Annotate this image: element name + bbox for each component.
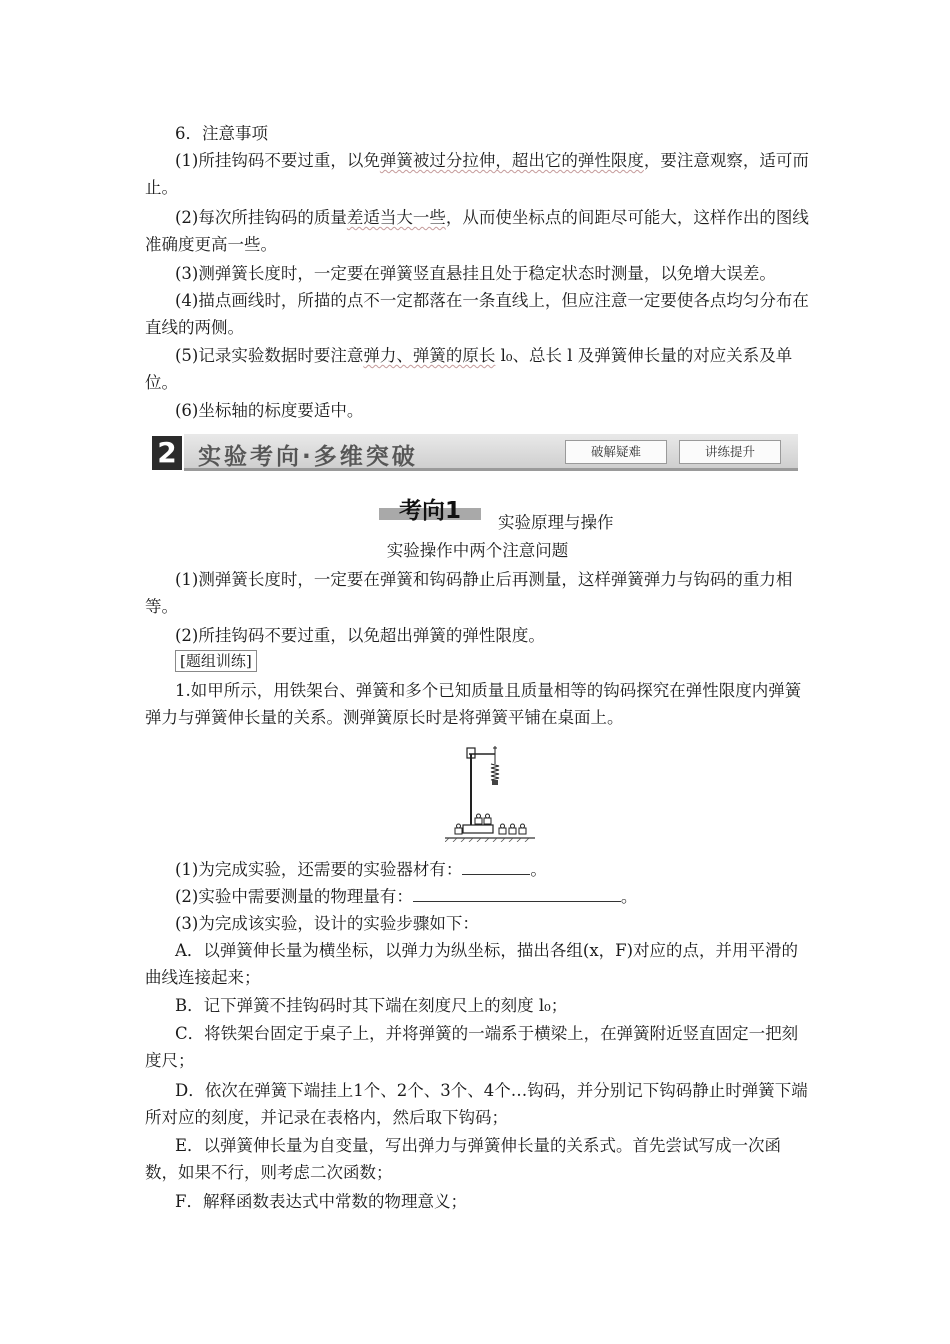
banner-title: 实验考向·多维突破 bbox=[198, 444, 418, 470]
direction-tag bbox=[379, 494, 481, 524]
note-item-5-tail: l₀、总长 l 及弹簧伸长量的对应关系及单位。 bbox=[145, 346, 793, 392]
note-item-1-tail: ，要注意观察，适可而止。 bbox=[145, 151, 809, 197]
banner-number: 2 bbox=[152, 436, 182, 470]
note-item-5-text: (5)记录实验数据时要注意 bbox=[175, 346, 364, 365]
note-item-5 bbox=[145, 342, 810, 396]
training-tag-wrap bbox=[175, 650, 257, 672]
note-item-4: (4)描点画线时，所描的点不一定都落在一条直线上，但应注意一定要使各点均匀分布在直线的两侧。 bbox=[145, 291, 809, 337]
step-f: F．解释函数表达式中常数的物理意义； bbox=[175, 1192, 467, 1211]
note-item-3: (3)测弹簧长度时，一定要在弹簧竖直悬挂且处于稳定状态时测量，以免增大误差。 bbox=[175, 264, 776, 283]
section-point-1: (1)测弹簧长度时，一定要在弹簧和钩码静止后再测量，这样弹簧弹力与钩码的重力相等。 bbox=[145, 570, 793, 616]
note-item-6: (6)坐标轴的标度要适中。 bbox=[175, 401, 364, 420]
step-a: A．以弹簧伸长量为横坐标，以弹力为纵坐标，描出各组(x，F)对应的点，并用平滑的曲线连接起来； bbox=[145, 941, 799, 987]
note-item-1-text: (1)所挂钩码不要过重，以免 bbox=[175, 151, 380, 170]
step-c: C．将铁架台固定于桌子上，并将弹簧的一端系于横梁上，在弹簧附近竖直固定一把刻度尺； bbox=[145, 1024, 799, 1070]
section-subtitle: 实验操作中两个注意问题 bbox=[386, 541, 569, 560]
note-item-1 bbox=[145, 147, 810, 201]
question-stem: 1.如甲所示，用铁架台、弹簧和多个已知质量且质量相等的钩码探究在弹性限度内弹簧弹力与弹簧伸长量的关系。测弹簧原长时是将弹簧平铺在桌面上。 bbox=[145, 681, 802, 727]
section-banner bbox=[152, 434, 798, 472]
question-part-1 bbox=[145, 856, 810, 883]
step-b: B．记下弹簧不挂钩码时其下端在刻度尺上的刻度 l₀； bbox=[175, 996, 568, 1015]
note-item-2-text: (2)每次所挂钩码的质量 bbox=[175, 208, 347, 227]
section-title: 实验原理与操作 bbox=[498, 513, 614, 532]
spring-apparatus-figure bbox=[445, 742, 535, 842]
section-point-2: (2)所挂钩码不要过重，以免超出弹簧的弹性限度。 bbox=[175, 626, 545, 645]
answer-blank-1[interactable] bbox=[462, 858, 530, 875]
note-item-2-emphasis: 差适当大一些 bbox=[346, 208, 446, 227]
crack-difficulty-button[interactable]: 破解疑难 bbox=[565, 440, 667, 464]
practice-improve-button[interactable]: 讲练提升 bbox=[679, 440, 781, 464]
step-e: E．以弹簧伸长量为自变量，写出弹力与弹簧伸长量的关系式。首先尝试写成一次函数，如果不行，则考虑二次函数； bbox=[145, 1136, 782, 1182]
note-item-2 bbox=[145, 204, 810, 258]
note-item-5-emphasis: 弹力、弹簧的原长 bbox=[363, 346, 496, 365]
question-part-2 bbox=[145, 883, 810, 910]
question-part-2-text: (2)实验中需要测量的物理量有： bbox=[175, 887, 413, 906]
question-part-3: (3)为完成该实验，设计的实验步骤如下： bbox=[175, 914, 479, 933]
direction-tag-label: 考向1 bbox=[398, 498, 461, 524]
note-item-1-emphasis: 弹簧被过分拉伸，超出它的弹性限度 bbox=[379, 151, 644, 170]
question-part-1-end: 。 bbox=[530, 860, 547, 879]
answer-blank-2[interactable] bbox=[413, 885, 621, 902]
notes-heading: 6．注意事项 bbox=[175, 124, 268, 143]
step-d: D．依次在弹簧下端挂上1个、2个、3个、4个…钩码，并分别记下钩码静止时弹簧下端所对应的刻度，并记录在表格内，然后取下钩码； bbox=[145, 1081, 808, 1127]
note-item-2-tail: ，从而使坐标点的间距尽可能大，这样作出的图线准确度更高一些。 bbox=[145, 208, 809, 254]
training-tag: [题组训练] bbox=[175, 650, 257, 672]
question-part-1-text: (1)为完成实验，还需要的实验器材有： bbox=[175, 860, 463, 879]
question-part-2-end: 。 bbox=[620, 887, 638, 906]
